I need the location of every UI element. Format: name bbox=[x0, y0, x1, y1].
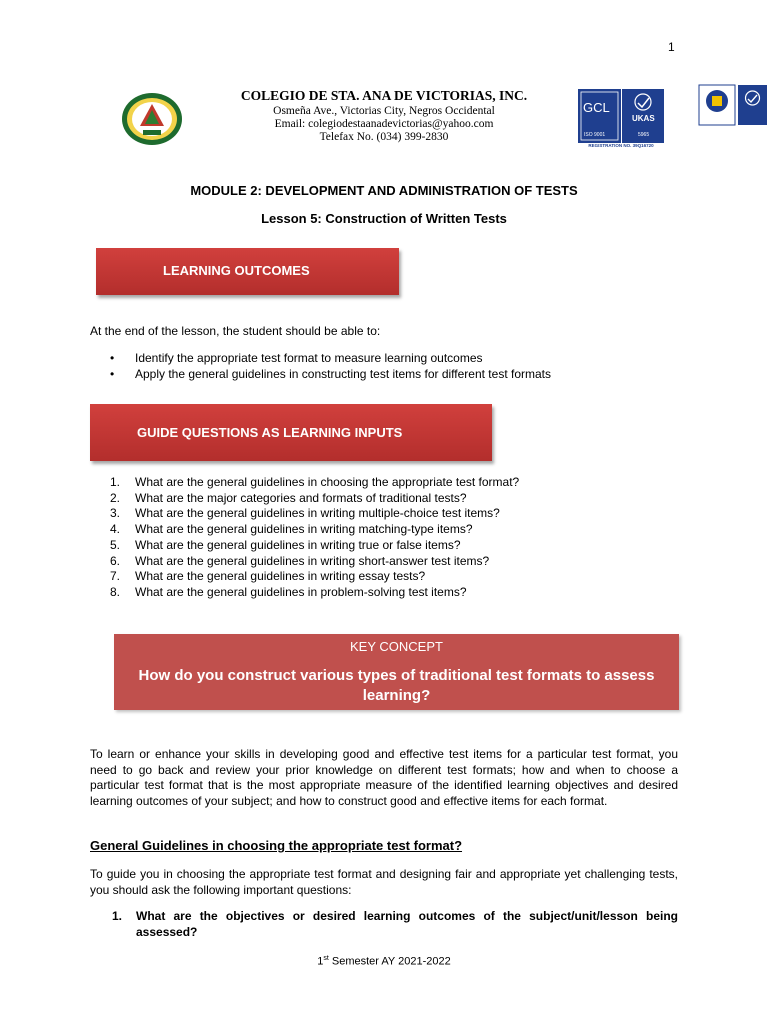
key-concept-question: How do you construct various types of traditional test formats to assess learning? bbox=[138, 667, 655, 704]
list-item bbox=[110, 554, 519, 570]
footer-ordinal: 1 bbox=[317, 955, 324, 968]
school-name: COLEGIO DE STA. ANA DE VICTORIAS, INC. bbox=[240, 88, 528, 103]
ukas-label: UKAS bbox=[632, 114, 655, 123]
outcomes-list bbox=[110, 350, 551, 382]
learning-outcomes-banner bbox=[96, 248, 399, 295]
list-item: • Apply the general guidelines in constructing test items for different test formats bbox=[110, 366, 551, 382]
item-number: 7. bbox=[110, 569, 121, 584]
item-number: 1. bbox=[112, 909, 123, 923]
intro-paragraph: To learn or enhance your skills in developing good and effective test items for a particular test format, you need to go back and review your prior knowledge on different test formats; how and when to choose a particular test format that is the most appropriate measure of the identified learning objectives and desired learning outcomes of your subject; and how to construct good and effective items for each format. bbox=[90, 747, 678, 808]
ukas-code: 5965 bbox=[638, 132, 650, 138]
list-item bbox=[110, 585, 519, 601]
item-text: What are the objectives or desired learning outcomes of the subject/unit/lesson being assessed? bbox=[136, 909, 678, 939]
page-footer bbox=[0, 955, 768, 968]
ukas-accreditation-logo bbox=[698, 84, 768, 126]
learning-outcomes-heading: LEARNING OUTCOMES bbox=[163, 263, 310, 278]
school-email: Email: colegiodestaanadevictorias@yahoo.com bbox=[274, 118, 494, 130]
page-number: 1 bbox=[668, 40, 675, 54]
item-number: 4. bbox=[110, 522, 121, 537]
list-item bbox=[110, 506, 519, 522]
list-item: • Identify the appropriate test format to measure learning outcomes bbox=[110, 350, 551, 366]
footer-ordinal-suffix: st bbox=[323, 955, 329, 962]
iso-certification-badge bbox=[577, 88, 665, 150]
iso-label: ISO 9001 bbox=[584, 132, 606, 138]
school-seal-logo bbox=[121, 92, 183, 146]
section-heading: General Guidelines in choosing the appropriate test format? bbox=[90, 838, 463, 853]
outcomes-intro: At the end of the lesson, the student should be able to: bbox=[90, 324, 381, 338]
school-address: Osmeña Ave., Victorias City, Negros Occidental bbox=[273, 105, 495, 117]
section-question bbox=[110, 909, 678, 940]
key-concept-box bbox=[114, 634, 679, 710]
module-title: MODULE 2: DEVELOPMENT AND ADMINISTRATION OF TESTS bbox=[190, 183, 578, 198]
registration-number: REGISTRATION NO. 39Q16720 bbox=[588, 143, 654, 148]
key-concept-label: KEY CONCEPT bbox=[350, 639, 443, 654]
list-item bbox=[110, 538, 519, 554]
item-number: 2. bbox=[110, 490, 121, 505]
lesson-title: Lesson 5: Construction of Written Tests bbox=[261, 211, 507, 226]
item-number: 8. bbox=[110, 584, 121, 599]
item-text: What are the general guidelines in writing matching-type items? bbox=[135, 522, 473, 537]
item-number: 5. bbox=[110, 537, 121, 552]
list-item bbox=[110, 569, 519, 585]
item-text: What are the general guidelines in problem-solving test items? bbox=[135, 584, 467, 599]
list-item bbox=[110, 475, 519, 491]
list-item bbox=[110, 491, 519, 507]
item-number: 1. bbox=[110, 475, 121, 489]
guide-questions-banner bbox=[90, 404, 492, 461]
guide-questions-heading: GUIDE QUESTIONS AS LEARNING INPUTS bbox=[137, 425, 403, 440]
item-text: What are the general guidelines in writing essay tests? bbox=[135, 569, 426, 584]
item-text: What are the general guidelines in writing true or false items? bbox=[135, 537, 461, 552]
section-paragraph: To guide you in choosing the appropriate test format and designing fair and appropriate yet challenging tests, you should ask the following important questions: bbox=[90, 867, 678, 897]
guide-questions-list bbox=[110, 475, 519, 601]
list-item bbox=[110, 522, 519, 538]
item-number: 6. bbox=[110, 553, 121, 568]
item-text: What are the general guidelines in choosing the appropriate test format? bbox=[135, 475, 520, 489]
item-number: 3. bbox=[110, 506, 121, 521]
item-text: What are the major categories and formats of traditional tests? bbox=[135, 490, 467, 505]
school-telefax: Telefax No. (034) 399-2830 bbox=[319, 131, 449, 143]
item-text: What are the general guidelines in writing multiple-choice test items? bbox=[135, 506, 500, 521]
item-text: What are the general guidelines in writing short-answer test items? bbox=[135, 553, 490, 568]
footer-semester: Semester AY 2021-2022 bbox=[328, 955, 451, 968]
gcl-label: GCL bbox=[583, 100, 610, 115]
